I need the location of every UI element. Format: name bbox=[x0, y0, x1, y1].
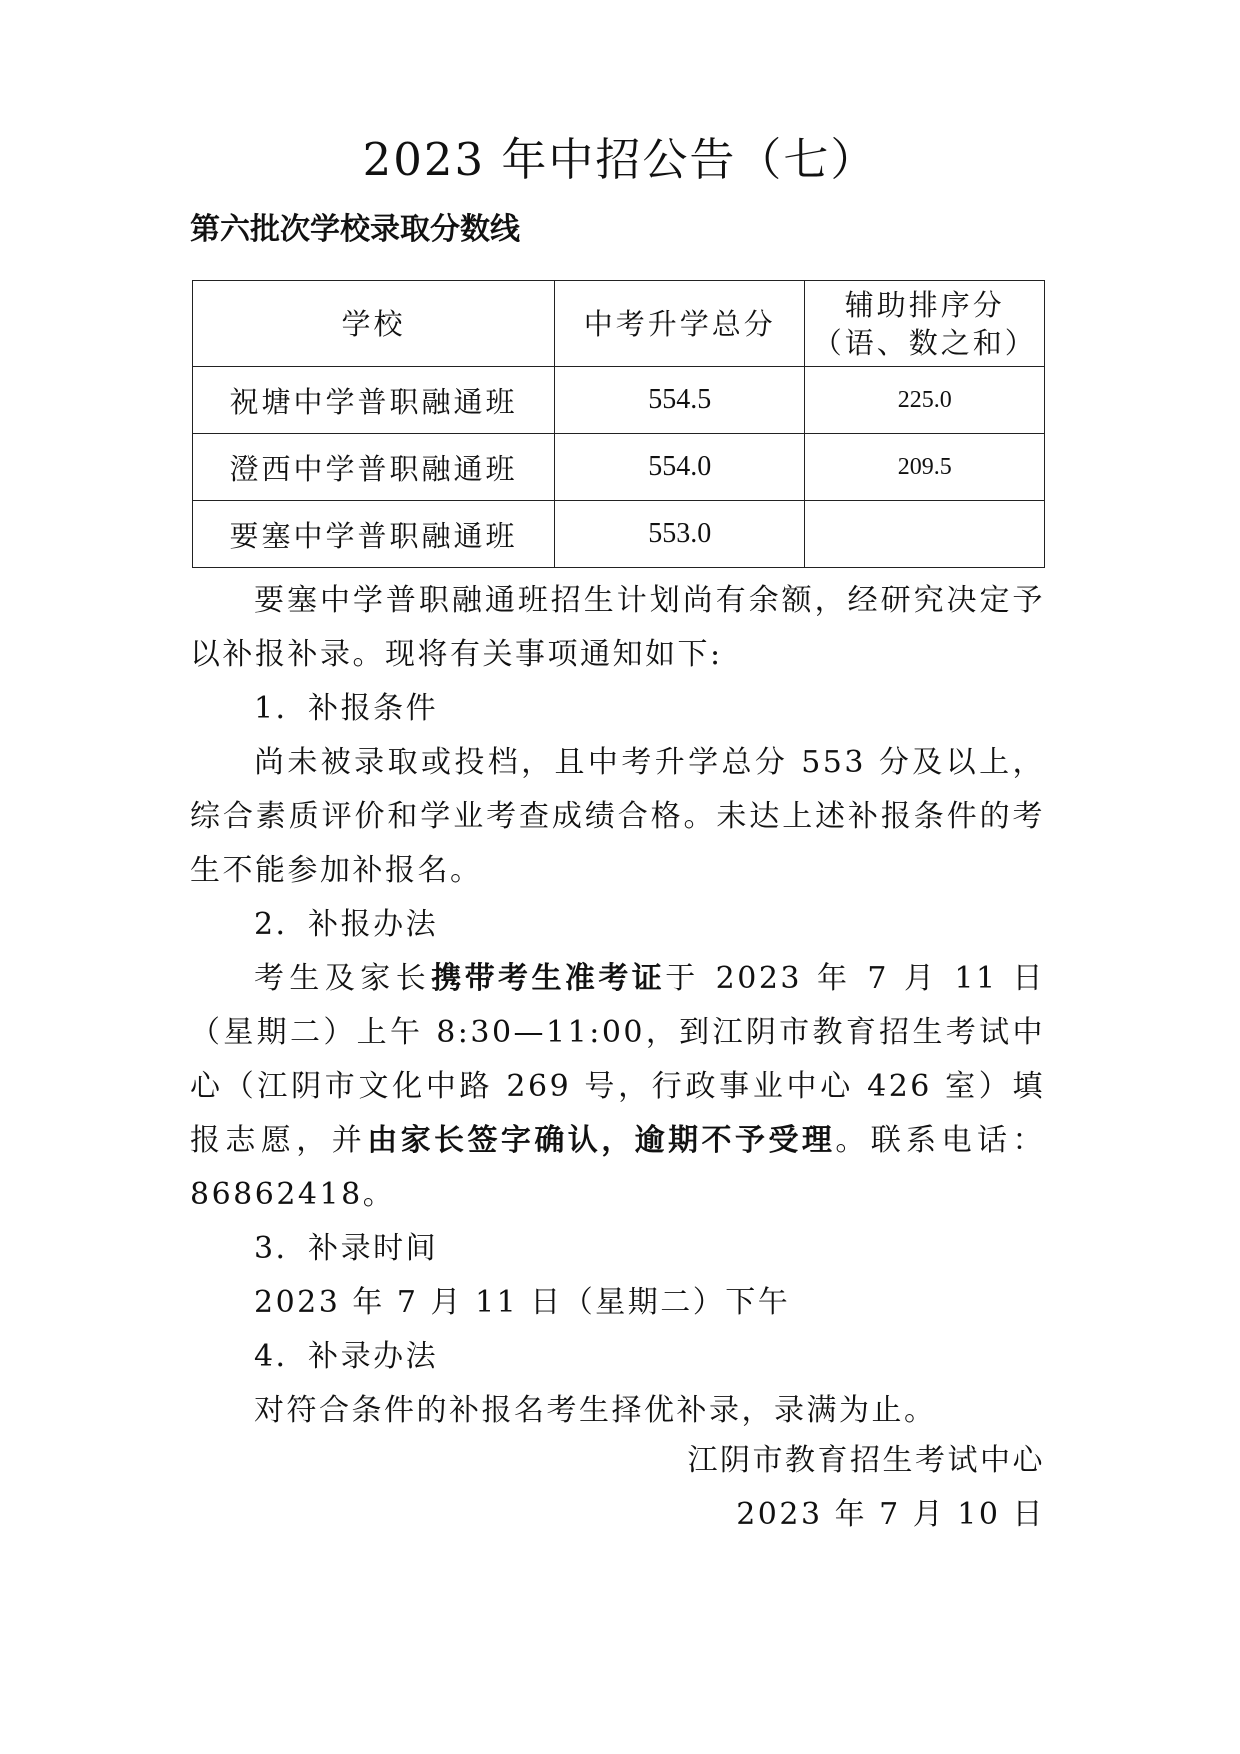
cell-aux-score: 225.0 bbox=[805, 367, 1045, 434]
section-3-text: 2023 年 7 月 11 日（星期二）下午 bbox=[254, 1285, 791, 1320]
intro-paragraph: 要塞中学普职融通班招生计划尚有余额，经研究决定予以补报补录。现将有关事项通知如下: bbox=[190, 583, 1045, 672]
section-2-text bbox=[190, 952, 1045, 1222]
cell-aux-score bbox=[805, 501, 1045, 568]
cell-school: 祝塘中学普职融通班 bbox=[193, 367, 555, 434]
score-table bbox=[192, 280, 1045, 568]
table-header-row bbox=[193, 281, 1045, 367]
table-row bbox=[193, 434, 1045, 501]
cell-school: 澄西中学普职融通班 bbox=[193, 434, 555, 501]
table-row bbox=[193, 367, 1045, 434]
section-3-heading: 3．补录时间 bbox=[254, 1231, 439, 1266]
header-total-score: 中考升学总分 bbox=[555, 281, 805, 367]
header-aux-score bbox=[805, 281, 1045, 367]
signature-date: 2023 年 7 月 10 日 bbox=[736, 1497, 1045, 1532]
table-row bbox=[193, 501, 1045, 568]
header-school: 学校 bbox=[193, 281, 555, 367]
section-2-bold-admission-ticket: 携带考生准考证 bbox=[431, 961, 666, 996]
section-subtitle: 第六批次学校录取分数线 bbox=[190, 212, 520, 247]
signature-organization: 江阴市教育招生考试中心 bbox=[687, 1443, 1045, 1478]
section-4-text: 对符合条件的补报名考生择优补录，录满为止。 bbox=[254, 1393, 937, 1428]
cell-school: 要塞中学普职融通班 bbox=[193, 501, 555, 568]
section-4-heading: 4．补录办法 bbox=[254, 1339, 439, 1374]
section-1-text: 尚未被录取或投档，且中考升学总分 553 分及以上，综合素质评价和学业考查成绩合格。未达上述补报条件的考生不能参加补报名。 bbox=[190, 745, 1045, 888]
cell-aux-score: 209.5 bbox=[805, 434, 1045, 501]
cell-total-score: 554.0 bbox=[555, 434, 805, 501]
section-2-text-part2: 于 2023 年 7 月 11 日（星期二）上午 8:30—11:00，到江阴市教育招生考试中心（江阴市文化中路 269 号，行政事业中心 426 室）填报志愿，并 bbox=[190, 961, 1046, 1158]
section-2-text-part1: 考生及家长 bbox=[254, 961, 432, 996]
section-2-bold-parent-signature: 由家长签字确认，逾期不予受理 bbox=[367, 1123, 836, 1158]
page-title: 2023 年中招公告（七） bbox=[362, 133, 878, 186]
cell-total-score: 554.5 bbox=[555, 367, 805, 434]
section-2-text-part3: 。联系电话：86862418。 bbox=[190, 1123, 1045, 1212]
cell-total-score: 553.0 bbox=[555, 501, 805, 568]
header-aux-score-line2: （语、数之和） bbox=[812, 325, 1037, 360]
header-aux-score-line1: 辅助排序分 bbox=[844, 287, 1005, 322]
section-2-heading: 2．补报办法 bbox=[254, 907, 439, 942]
section-1-heading: 1．补报条件 bbox=[254, 691, 439, 726]
notice-body bbox=[190, 574, 1045, 1438]
signature-block bbox=[688, 1434, 1046, 1542]
